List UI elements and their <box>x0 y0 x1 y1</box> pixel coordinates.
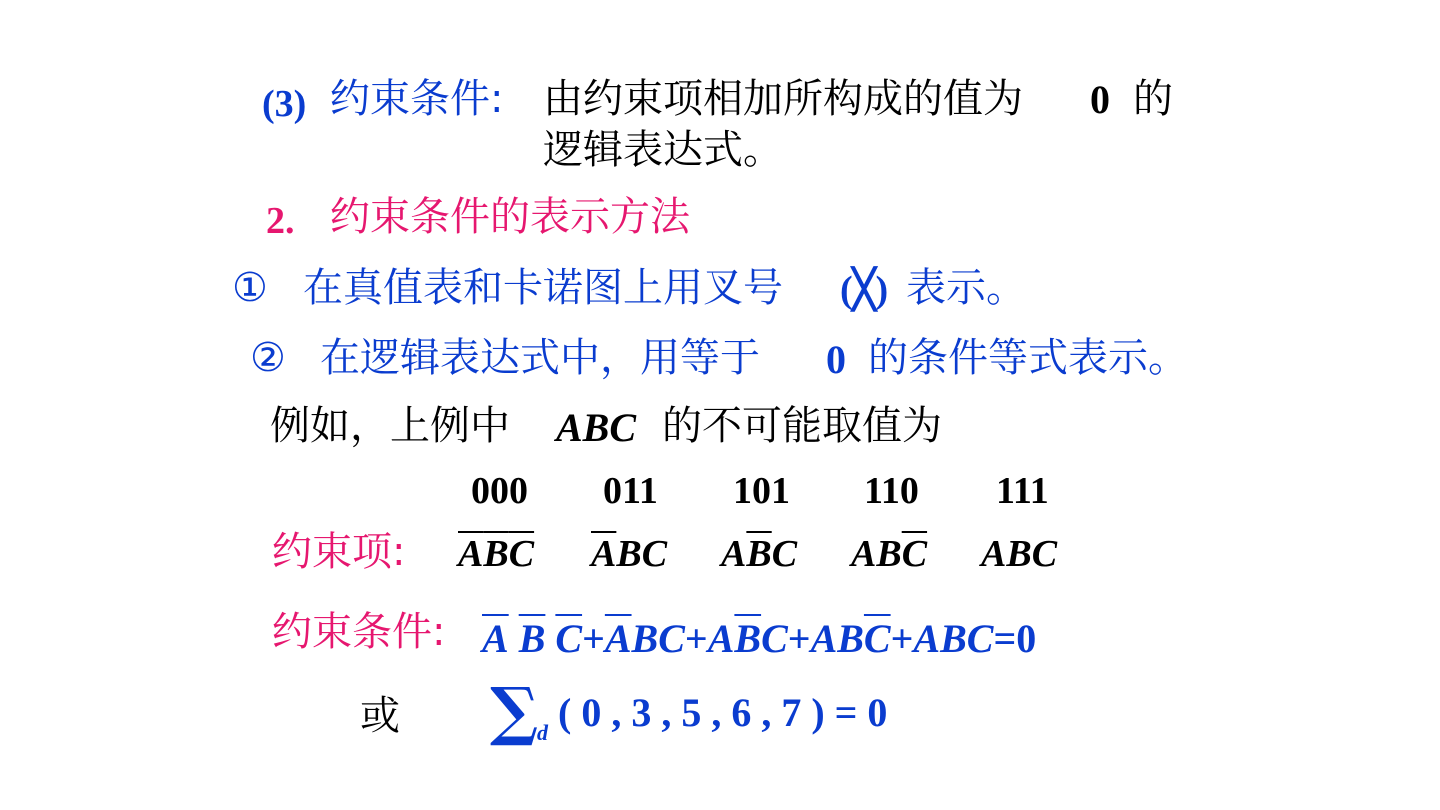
equals-sign: = <box>993 616 1017 661</box>
plus-sign: + <box>684 616 708 661</box>
term-3-a: A <box>721 533 747 575</box>
constraint-terms-label: 约束项: <box>272 529 406 575</box>
example-suffix: 的不可能取值为 <box>662 403 942 449</box>
equation-zero: 0 <box>1016 616 1037 661</box>
constraint-term-5 <box>981 531 1057 577</box>
term-4-b: $\overline{C}$ <box>901 533 928 575</box>
term-1-b: $\overline{B}$ <box>483 533 509 575</box>
eq-term-3-a: A <box>707 616 735 661</box>
plus-sign: + <box>787 616 811 661</box>
method-1-text-before: 在真值表和卡诺图上用叉号 <box>303 265 783 311</box>
value-110: 110 <box>864 470 919 512</box>
value-101: 101 <box>733 470 790 512</box>
method-2-text-after: 的条件等式表示。 <box>868 335 1188 381</box>
minterm-list-expression: ( 0 , 3 , 5 , 6 , 7 ) = 0 <box>558 690 888 735</box>
term-2-a: $\overline{A}$ <box>591 533 617 575</box>
plus-sign: + <box>890 616 914 661</box>
section-2-number: 2. <box>266 200 295 242</box>
sigma-subscript: d <box>537 720 548 745</box>
sigma-icon: ∑ <box>490 674 539 749</box>
method-1-marker: ① <box>232 265 268 311</box>
value-011: 011 <box>603 470 658 512</box>
example-prefix: 例如，上例中 <box>270 403 510 449</box>
eq-term-1-b: $\overline{B}$ <box>518 616 546 661</box>
constraint-condition-equation <box>482 614 1036 664</box>
constraint-term-1 <box>458 531 534 577</box>
eq-term-4-b: $\overline{C}$ <box>863 616 891 661</box>
section-3-term: 约束条件: <box>330 76 504 122</box>
term-3-b: $\overline{B}$ <box>746 533 772 575</box>
eq-term-3-c: C <box>761 616 788 661</box>
term-4-a: AB <box>851 533 902 575</box>
eq-term-4-a: AB <box>810 616 864 661</box>
term-1-c: $\overline{C}$ <box>508 533 535 575</box>
section-3-number: (3) <box>262 83 307 125</box>
section-3-definition-part2: 的 <box>1133 76 1173 122</box>
constraint-term-2 <box>591 531 667 577</box>
eq-term-5: ABC <box>913 616 994 661</box>
method-2-marker: ② <box>250 335 286 381</box>
section-3-definition-zero: 0 <box>1090 77 1110 122</box>
value-111: 111 <box>996 470 1049 512</box>
method-2-zero: 0 <box>826 337 846 382</box>
plus-sign: + <box>582 616 605 661</box>
method-1-cross-symbol: (╳) <box>840 269 889 311</box>
term-3-c: C <box>771 533 798 575</box>
method-2-text-before: 在逻辑表达式中，用等于 <box>320 335 760 381</box>
example-vars: ABC <box>556 405 637 450</box>
section-2-title: 约束条件的表示方法 <box>330 194 690 240</box>
eq-term-1-c: $\overline{C}$ <box>555 616 583 661</box>
eq-term-1-a: $\overline{A}$ <box>482 616 509 661</box>
term-5-a: ABC <box>981 533 1058 575</box>
constraint-term-3 <box>721 531 797 577</box>
method-1-text-after: 表示。 <box>906 265 1026 311</box>
constraint-condition-label: 约束条件: <box>272 609 446 655</box>
term-1-a: $\overline{A}$ <box>458 533 484 575</box>
eq-term-3-b: $\overline{B}$ <box>734 616 762 661</box>
section-3-definition-line2: 逻辑表达式。 <box>543 127 783 173</box>
eq-term-2-b: BC <box>631 616 685 661</box>
eq-term-2-a: $\overline{A}$ <box>604 616 632 661</box>
term-2-b: BC <box>616 533 668 575</box>
constraint-term-4 <box>851 531 927 577</box>
or-label: 或 <box>360 693 400 739</box>
section-3-definition-part1: 由约束项相加所构成的值为 <box>543 76 1023 122</box>
value-000: 000 <box>471 470 528 512</box>
